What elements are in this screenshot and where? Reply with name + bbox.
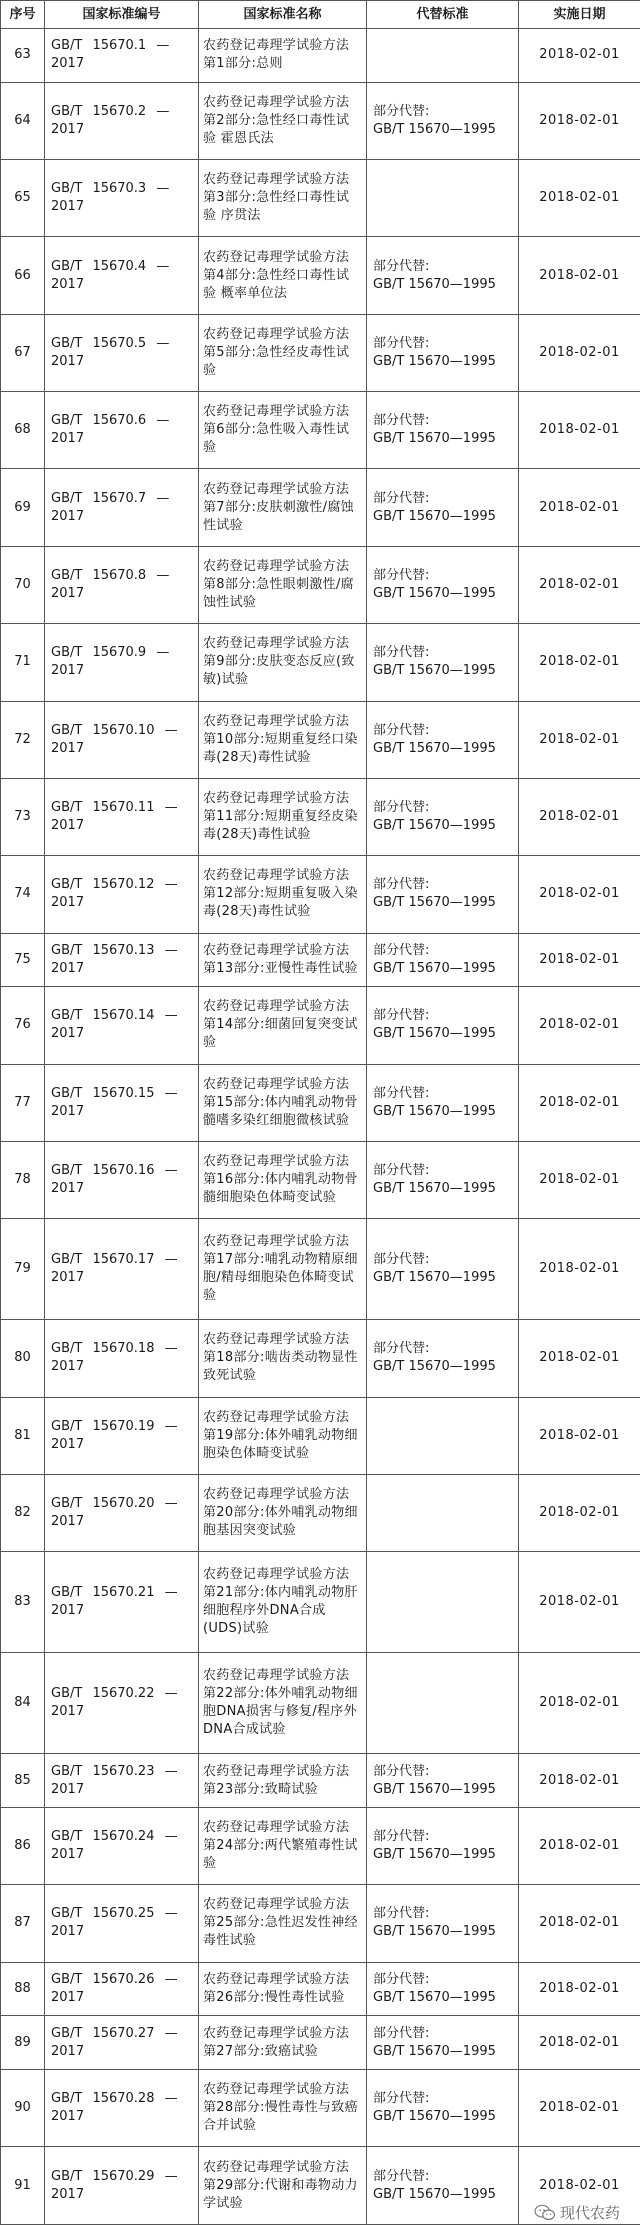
row-replaced-standard: 部分代替: GB/T 15670—1995 — [367, 624, 519, 701]
row-standard-name: 农药登记毒理学试验方法 第5部分:急性经皮毒性试验 — [199, 314, 367, 391]
row-standard-number: GB/T 15670.23 — 2017 — [45, 1754, 199, 1808]
row-seq: 88 — [1, 1962, 45, 2016]
row-standard-number: GB/T 15670.9 — 2017 — [45, 624, 199, 701]
table-row — [1, 933, 640, 987]
row-standard-name: 农药登记毒理学试验方法 第18部分:啮齿类动物显性致死试验 — [199, 1320, 367, 1397]
row-standard-name: 农药登记毒理学试验方法 第3部分:急性经口毒性试验 序贯法 — [199, 160, 367, 237]
row-standard-number: GB/T 15670.6 — 2017 — [45, 392, 199, 469]
row-seq: 73 — [1, 778, 45, 855]
row-seq: 91 — [1, 2147, 45, 2225]
row-standard-number: GB/T 15670.11 — 2017 — [45, 778, 199, 855]
row-seq: 68 — [1, 392, 45, 469]
table-row — [1, 314, 640, 391]
row-standard-number: GB/T 15670.2 — 2017 — [45, 82, 199, 159]
table-row — [1, 987, 640, 1064]
row-standard-name: 农药登记毒理学试验方法 第14部分:细菌回复突变试验 — [199, 987, 367, 1064]
row-implementation-date: 2018-02-01 — [519, 1754, 640, 1808]
table-row — [1, 1474, 640, 1551]
row-implementation-date: 2018-02-01 — [519, 546, 640, 623]
row-replaced-standard: 部分代替: GB/T 15670—1995 — [367, 1807, 519, 1884]
row-replaced-standard: 部分代替: GB/T 15670—1995 — [367, 933, 519, 987]
row-implementation-date: 2018-02-01 — [519, 987, 640, 1064]
table-row — [1, 1320, 640, 1397]
row-standard-number: GB/T 15670.18 — 2017 — [45, 1320, 199, 1397]
table-row — [1, 1754, 640, 1808]
row-replaced-standard: 部分代替: GB/T 15670—1995 — [367, 392, 519, 469]
row-standard-number: GB/T 15670.1 — 2017 — [45, 29, 199, 83]
row-implementation-date: 2018-02-01 — [519, 933, 640, 987]
row-seq: 78 — [1, 1141, 45, 1218]
row-replaced-standard: 部分代替: GB/T 15670—1995 — [367, 1754, 519, 1808]
row-implementation-date: 2018-02-01 — [519, 1962, 640, 2016]
row-implementation-date: 2018-02-01 — [519, 701, 640, 778]
row-seq: 90 — [1, 2070, 45, 2147]
row-seq: 75 — [1, 933, 45, 987]
table-row — [1, 778, 640, 855]
row-replaced-standard: 部分代替: GB/T 15670—1995 — [367, 701, 519, 778]
table-row — [1, 546, 640, 623]
wechat-icon — [534, 2204, 556, 2222]
row-standard-number: GB/T 15670.21 — 2017 — [45, 1552, 199, 1653]
row-standard-number: GB/T 15670.19 — 2017 — [45, 1397, 199, 1474]
table-row — [1, 29, 640, 83]
row-replaced-standard: 部分代替: GB/T 15670—1995 — [367, 1962, 519, 2016]
row-seq: 65 — [1, 160, 45, 237]
row-implementation-date: 2018-02-01 — [519, 1474, 640, 1551]
row-seq: 74 — [1, 856, 45, 933]
row-standard-name: 农药登记毒理学试验方法 第23部分:致畸试验 — [199, 1754, 367, 1808]
header-replaced-standard: 代替标准 — [367, 1, 519, 29]
row-implementation-date: 2018-02-01 — [519, 1064, 640, 1141]
row-standard-name: 农药登记毒理学试验方法 第9部分:皮肤变态反应(致敏)试验 — [199, 624, 367, 701]
table-row — [1, 1064, 640, 1141]
row-replaced-standard: 部分代替: GB/T 15670—1995 — [367, 2070, 519, 2147]
row-standard-name: 农药登记毒理学试验方法 第27部分:致癌试验 — [199, 2016, 367, 2070]
header-seq: 序号 — [1, 1, 45, 29]
row-seq: 82 — [1, 1474, 45, 1551]
row-standard-number: GB/T 15670.10 — 2017 — [45, 701, 199, 778]
row-replaced-standard: 部分代替: GB/T 15670—1995 — [367, 546, 519, 623]
row-standard-number: GB/T 15670.20 — 2017 — [45, 1474, 199, 1551]
table-row — [1, 701, 640, 778]
table-row — [1, 624, 640, 701]
row-standard-name: 农药登记毒理学试验方法 第22部分:体外哺乳动物细胞DNA损害与修复/程序外DNA合成试验 — [199, 1653, 367, 1754]
row-replaced-standard: 部分代替: GB/T 15670—1995 — [367, 1219, 519, 1320]
table-row — [1, 237, 640, 314]
row-replaced-standard: 部分代替: GB/T 15670—1995 — [367, 1141, 519, 1218]
row-replaced-standard: 部分代替: GB/T 15670—1995 — [367, 1064, 519, 1141]
row-replaced-standard — [367, 1552, 519, 1653]
table-row — [1, 160, 640, 237]
row-standard-name: 农药登记毒理学试验方法 第2部分:急性经口毒性试验 霍恩氏法 — [199, 82, 367, 159]
row-standard-name: 农药登记毒理学试验方法 第6部分:急性吸入毒性试验 — [199, 392, 367, 469]
row-replaced-standard: 部分代替: GB/T 15670—1995 — [367, 1320, 519, 1397]
table-row — [1, 1653, 640, 1754]
row-standard-number: GB/T 15670.7 — 2017 — [45, 469, 199, 546]
row-implementation-date: 2018-02-01 — [519, 82, 640, 159]
row-replaced-standard: 部分代替: GB/T 15670—1995 — [367, 2016, 519, 2070]
row-standard-name: 农药登记毒理学试验方法 第12部分:短期重复吸入染毒(28天)毒性试验 — [199, 856, 367, 933]
row-implementation-date: 2018-02-01 — [519, 237, 640, 314]
row-implementation-date: 2018-02-01 — [519, 1807, 640, 1884]
row-implementation-date: 2018-02-01 — [519, 1885, 640, 1962]
row-implementation-date: 2018-02-01 — [519, 778, 640, 855]
row-seq: 77 — [1, 1064, 45, 1141]
row-standard-number: GB/T 15670.3 — 2017 — [45, 160, 199, 237]
table-row — [1, 1141, 640, 1218]
row-replaced-standard — [367, 1397, 519, 1474]
row-standard-name: 农药登记毒理学试验方法 第10部分:短期重复经口染毒(28天)毒性试验 — [199, 701, 367, 778]
row-seq: 71 — [1, 624, 45, 701]
row-standard-number: GB/T 15670.28 — 2017 — [45, 2070, 199, 2147]
row-standard-number: GB/T 15670.27 — 2017 — [45, 2016, 199, 2070]
row-standard-name: 农药登记毒理学试验方法 第21部分:体内哺乳动物肝细胞程序外DNA合成(UDS)试验 — [199, 1552, 367, 1653]
table-header — [1, 1, 640, 29]
row-standard-name: 农药登记毒理学试验方法 第19部分:体外哺乳动物细胞染色体畸变试验 — [199, 1397, 367, 1474]
row-standard-name: 农药登记毒理学试验方法 第15部分:体内哺乳动物骨髓嗜多染红细胞微核试验 — [199, 1064, 367, 1141]
row-seq: 70 — [1, 546, 45, 623]
row-implementation-date: 2018-02-01 — [519, 1397, 640, 1474]
header-standard-name: 国家标准名称 — [199, 1, 367, 29]
table-row — [1, 1885, 640, 1962]
row-replaced-standard: 部分代替: GB/T 15670—1995 — [367, 469, 519, 546]
row-standard-number: GB/T 15670.5 — 2017 — [45, 314, 199, 391]
row-seq: 86 — [1, 1807, 45, 1884]
row-seq: 84 — [1, 1653, 45, 1754]
row-implementation-date: 2018-02-01 — [519, 314, 640, 391]
row-replaced-standard: 部分代替: GB/T 15670—1995 — [367, 778, 519, 855]
row-standard-name: 农药登记毒理学试验方法 第20部分:体外哺乳动物细胞基因突变试验 — [199, 1474, 367, 1551]
row-standard-name: 农药登记毒理学试验方法 第25部分:急性迟发性神经毒性试验 — [199, 1885, 367, 1962]
row-standard-number: GB/T 15670.4 — 2017 — [45, 237, 199, 314]
row-standard-name: 农药登记毒理学试验方法 第1部分:总则 — [199, 29, 367, 83]
row-standard-number: GB/T 15670.13 — 2017 — [45, 933, 199, 987]
table-row — [1, 1807, 640, 1884]
row-standard-name: 农药登记毒理学试验方法 第7部分:皮肤刺激性/腐蚀性试验 — [199, 469, 367, 546]
row-replaced-standard: 部分代替: GB/T 15670—1995 — [367, 82, 519, 159]
row-standard-name: 农药登记毒理学试验方法 第28部分:慢性毒性与致癌合并试验 — [199, 2070, 367, 2147]
table-row — [1, 1552, 640, 1653]
row-standard-name: 农药登记毒理学试验方法 第24部分:两代繁殖毒性试验 — [199, 1807, 367, 1884]
table-row — [1, 392, 640, 469]
watermark-text: 现代农药 — [559, 2204, 620, 2222]
row-standard-name: 农药登记毒理学试验方法 第11部分:短期重复经皮染毒(28天)毒性试验 — [199, 778, 367, 855]
row-seq: 72 — [1, 701, 45, 778]
row-standard-name: 农药登记毒理学试验方法 第16部分:体内哺乳动物骨髓细胞染色体畸变试验 — [199, 1141, 367, 1218]
row-replaced-standard — [367, 1474, 519, 1551]
row-standard-number: GB/T 15670.26 — 2017 — [45, 1962, 199, 2016]
row-replaced-standard: 部分代替: GB/T 15670—1995 — [367, 237, 519, 314]
row-seq: 81 — [1, 1397, 45, 1474]
row-replaced-standard — [367, 1653, 519, 1754]
row-seq: 63 — [1, 29, 45, 83]
row-seq: 89 — [1, 2016, 45, 2070]
row-seq: 87 — [1, 1885, 45, 1962]
row-standard-number: GB/T 15670.16 — 2017 — [45, 1141, 199, 1218]
table-row — [1, 2070, 640, 2147]
table-row — [1, 2016, 640, 2070]
row-standard-number: GB/T 15670.24 — 2017 — [45, 1807, 199, 1884]
table-row — [1, 1962, 640, 2016]
watermark — [530, 2202, 624, 2223]
row-replaced-standard: 部分代替: GB/T 15670—1995 — [367, 856, 519, 933]
row-implementation-date: 2018-02-01 — [519, 1141, 640, 1218]
row-standard-name: 农药登记毒理学试验方法 第8部分:急性眼刺激性/腐蚀性试验 — [199, 546, 367, 623]
row-implementation-date: 2018-02-01 — [519, 469, 640, 546]
row-seq: 79 — [1, 1219, 45, 1320]
row-implementation-date: 2018-02-01 — [519, 1219, 640, 1320]
row-implementation-date: 2018-02-01 — [519, 392, 640, 469]
row-seq: 80 — [1, 1320, 45, 1397]
header-standard-number: 国家标准编号 — [45, 1, 199, 29]
row-seq: 85 — [1, 1754, 45, 1808]
row-seq: 66 — [1, 237, 45, 314]
row-replaced-standard: 部分代替: GB/T 15670—1995 — [367, 1885, 519, 1962]
row-standard-number: GB/T 15670.8 — 2017 — [45, 546, 199, 623]
table-row — [1, 1219, 640, 1320]
header-row — [1, 1, 640, 29]
row-seq: 76 — [1, 987, 45, 1064]
row-implementation-date: 2018-02-01 — [519, 856, 640, 933]
row-standard-number: GB/T 15670.14 — 2017 — [45, 987, 199, 1064]
row-standard-name: 农药登记毒理学试验方法 第29部分:代谢和毒物动力学试验 — [199, 2147, 367, 2225]
row-standard-name: 农药登记毒理学试验方法 第4部分:急性经口毒性试验 概率单位法 — [199, 237, 367, 314]
row-seq: 67 — [1, 314, 45, 391]
row-standard-number: GB/T 15670.25 — 2017 — [45, 1885, 199, 1962]
row-implementation-date: 2018-02-01 — [519, 2070, 640, 2147]
row-replaced-standard: 部分代替: GB/T 15670—1995 — [367, 987, 519, 1064]
row-standard-number: GB/T 15670.22 — 2017 — [45, 1653, 199, 1754]
row-seq: 83 — [1, 1552, 45, 1653]
header-implementation-date: 实施日期 — [519, 1, 640, 29]
row-replaced-standard: 部分代替: GB/T 15670—1995 — [367, 2147, 519, 2225]
table-body — [1, 29, 640, 2225]
row-standard-number: GB/T 15670.12 — 2017 — [45, 856, 199, 933]
row-replaced-standard — [367, 160, 519, 237]
row-seq: 69 — [1, 469, 45, 546]
row-implementation-date: 2018-02-01 — [519, 624, 640, 701]
row-implementation-date: 2018-02-01 — [519, 2016, 640, 2070]
row-standard-number: GB/T 15670.29 — 2017 — [45, 2147, 199, 2225]
row-implementation-date: 2018-02-01 — [519, 160, 640, 237]
row-standard-name: 农药登记毒理学试验方法 第17部分:哺乳动物精原细胞/精母细胞染色体畸变试验 — [199, 1219, 367, 1320]
row-implementation-date: 2018-02-01 — [519, 1552, 640, 1653]
row-replaced-standard — [367, 29, 519, 83]
row-seq: 64 — [1, 82, 45, 159]
row-implementation-date: 2018-02-01 — [519, 2147, 640, 2225]
row-standard-name: 农药登记毒理学试验方法 第13部分:亚慢性毒性试验 — [199, 933, 367, 987]
table-row — [1, 1397, 640, 1474]
row-replaced-standard: 部分代替: GB/T 15670—1995 — [367, 314, 519, 391]
table-row — [1, 856, 640, 933]
table-row — [1, 82, 640, 159]
table-row — [1, 469, 640, 546]
row-standard-number: GB/T 15670.15 — 2017 — [45, 1064, 199, 1141]
row-implementation-date: 2018-02-01 — [519, 1653, 640, 1754]
row-standard-name: 农药登记毒理学试验方法 第26部分:慢性毒性试验 — [199, 1962, 367, 2016]
row-implementation-date: 2018-02-01 — [519, 1320, 640, 1397]
row-implementation-date: 2018-02-01 — [519, 29, 640, 83]
row-standard-number: GB/T 15670.17 — 2017 — [45, 1219, 199, 1320]
